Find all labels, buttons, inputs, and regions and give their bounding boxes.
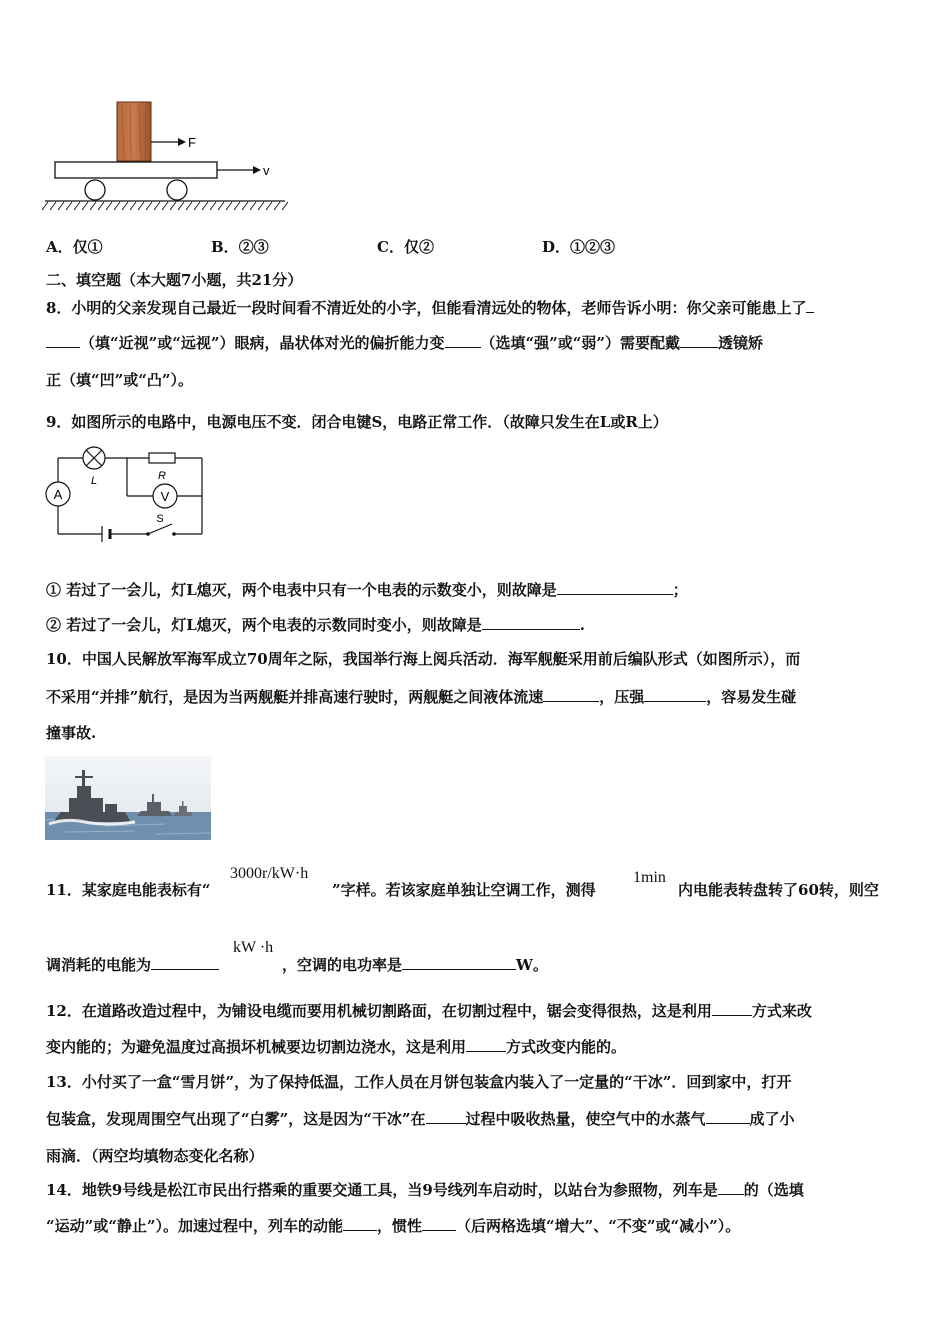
circuit-diagram (44, 444, 210, 544)
q11-line1a: 11．某家庭电能表标有“ (46, 881, 211, 899)
svg-text:L: L (90, 475, 98, 487)
section-heading: 二、填空题（本大题7小题，共21分） (46, 271, 303, 289)
velocity-label: v (263, 163, 270, 178)
q13-line3: 雨滴．（两空均填物态变化名称） (46, 1147, 264, 1165)
option-c: C．仅② (377, 238, 434, 256)
q10-line2: 不采用“并排”航行，是因为当两舰艇并排高速行驶时，两舰艇之间液体流速 ，压强 ，容易发生碰 (46, 688, 797, 706)
svg-text:A: A (53, 487, 63, 502)
ammeter (46, 482, 70, 506)
battery (102, 526, 110, 542)
q12-line2: 变内能的；为避免温度过高损坏机械要边切割边浇水，这是利用 方式改变内能的。 (46, 1038, 627, 1056)
option-d: D．①②③ (542, 238, 616, 256)
q9-sub1: ① 若过了一会儿，灯L熄灭，两个电表中只有一个电表的示数变小，则故障是 ； (46, 581, 688, 599)
warships-photo (45, 756, 211, 840)
q14-line1: 14．地铁9号线是松江市民出行搭乘的重要交通工具，当9号线列车启动时，以站台为参照物，列车是 的（选填 (46, 1181, 804, 1199)
q11-line1c: 内电能表转盘转了60转，则空 (678, 881, 879, 899)
option-b: B．②③ (211, 238, 269, 256)
q11-line1b: ”字样。若该家庭单独让空调工作，测得 (332, 881, 596, 899)
option-a: A．仅① (46, 238, 103, 256)
lamp (83, 447, 105, 487)
q8-line1: 8．小明的父亲发现自己最近一段时间看不清近处的小字，但能看清远处的物体，老师告诉小明：你父亲可能患上了 (46, 298, 814, 318)
q9-stem: 9．如图所示的电路中，电源电压不变．闭合电键S，电路正常工作．（故障只发生在L或R上） (46, 413, 668, 431)
cart-wheel (85, 180, 105, 200)
svg-text:S: S (156, 513, 164, 525)
voltmeter (153, 484, 177, 508)
q14-line2: “运动”或“静止”）。加速过程中，列车的动能 ，惯性 （后两格选填“增大”、“不变”或“减小”）。 (46, 1217, 741, 1235)
q10-line1: 10．中国人民解放军海军成立70周年之际，我国举行海上阅兵活动．海军舰艇采用前后编队形式（如图所示），而 (46, 650, 801, 668)
time-value: 1min (633, 869, 666, 886)
q9-sub2: ② 若过了一会儿，灯L熄灭，两个电表的示数同时变小，则故障是 . (46, 616, 586, 634)
meter-rating: 3000r/kW·h (230, 865, 309, 882)
energy-unit: kW ·h (233, 939, 274, 956)
cart-block-figure (40, 98, 300, 214)
resistor (149, 453, 175, 482)
cart-wheel (167, 180, 187, 200)
svg-text:V: V (160, 489, 170, 504)
q13-line2: 包装盒，发现周围空气出现了“白雾”，这是因为“干冰”在 过程中吸收热量，使空气中的水蒸气 成了小 (46, 1110, 795, 1128)
force-label: F (188, 135, 196, 150)
svg-text:R: R (158, 470, 166, 482)
q13-line1: 13．小付买了一盒“雪月饼”，为了保持低温，工作人员在月饼包装盒内装入了一定量的“干冰”．回到家中，打开 (46, 1073, 792, 1091)
q10-line3: 撞事故. (46, 724, 97, 742)
cart-board (55, 162, 217, 178)
q8-line3: 正（填“凹”或“凸”）。 (46, 371, 194, 389)
q12-line1: 12．在道路改造过程中，为铺设电缆而要用机械切割路面，在切割过程中，锯会变得很热，这是利用 方式来改 (46, 1002, 812, 1020)
q8-line2: （填“近视”或“远视”）眼病，晶状体对光的偏折能力变 （选填“强”或“弱”）需要配戴 透镜矫 (46, 333, 763, 353)
q11-line2a: 调消耗的电能为 (46, 955, 219, 975)
q11-line2b: ，空调的电功率是 W。 (282, 956, 548, 974)
